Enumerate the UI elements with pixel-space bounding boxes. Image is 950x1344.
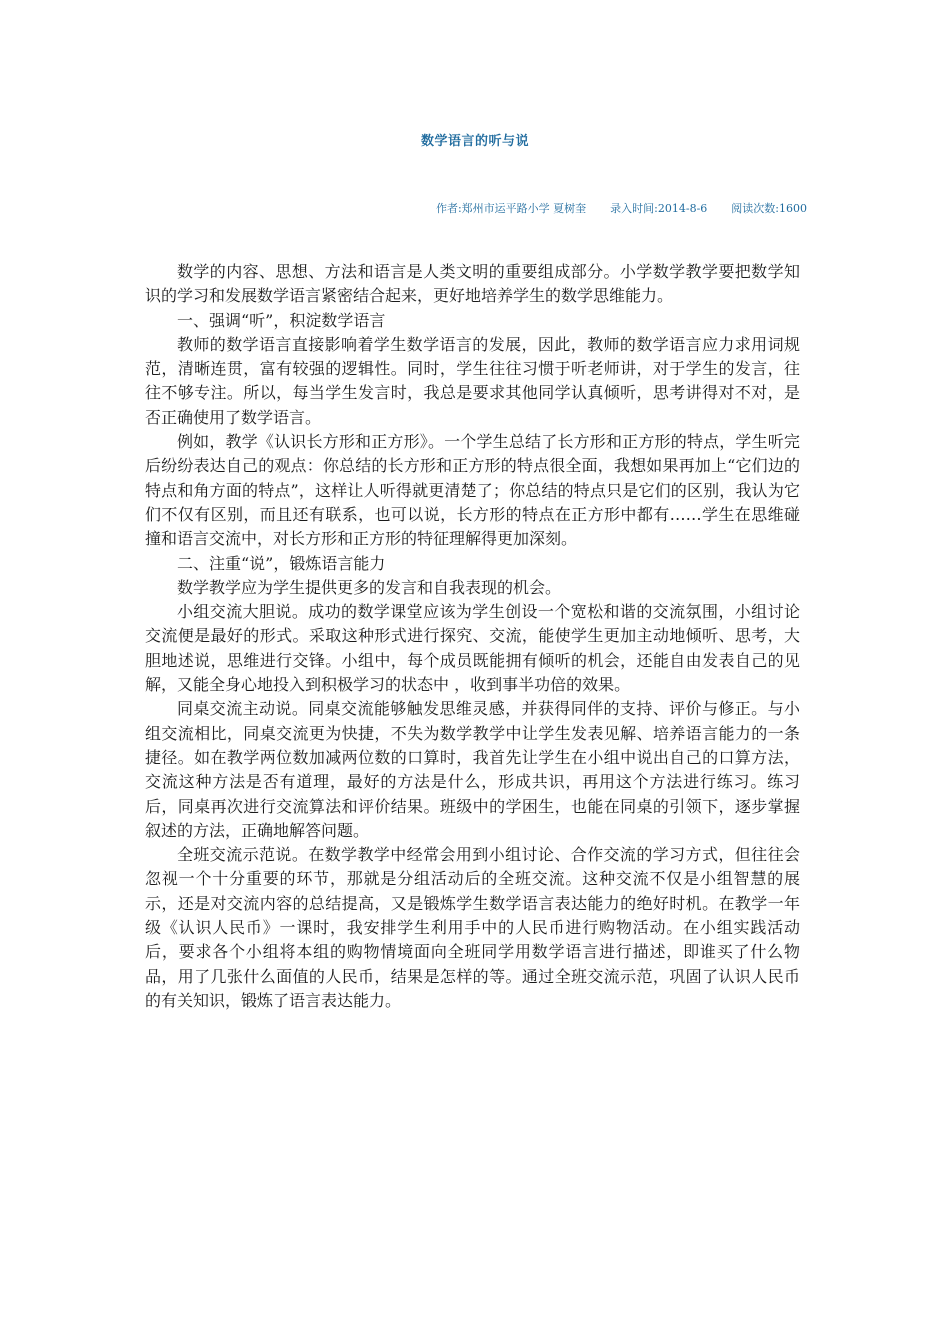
paragraph: 教师的数学语言直接影响着学生数学语言的发展，因此，教师的数学语言应力求用词规范，清晰连贯，富有较强的逻辑性。同时，学生往往习惯于听老师讲，对于学生的发言，往往不够专注。所以，每当学生发言时，我总是要求其他同学认真倾听，思考讲得对不对，是否正确使用了数学语言。 <box>145 334 800 427</box>
paragraph: 同桌交流主动说。同桌交流能够触发思维灵感，并获得同伴的支持、评价与修正。与小组交流相比，同桌交流更为快捷，不失为数学教学中让学生发表见解、培养语言能力的一条捷径。如在教学两位数加减两位数的口算时，我首先让学生在小组中说出自己的口算方法，交流这种方法是否有道理，最好的方法是什么，形成共识，再用这个方法进行练习。练习后，同桌再次进行交流算法和评价结果。班级中的学困生，也能在同桌的引领下，逐步掌握叙述的方法，正确地解答问题。 <box>145 699 800 840</box>
article-title: 数学语言的听与说 <box>420 134 529 149</box>
paragraph: 小组交流大胆说。成功的数学课堂应该为学生创设一个宽松和谐的交流氛围，小组讨论交流便是最好的形式。采取这种形式进行探究、交流，能使学生更加主动地倾听、思考，大胆地述说，思维进行交锋。小组中，每个成员既能拥有倾听的机会，还能自由发表自己的见解，又能全身心地投入到积极学习的状态中 ，收到事半功倍的效果。 <box>145 602 800 695</box>
paragraph: 数学的内容、思想、方法和语言是人类文明的重要组成部分。小学数学教学要把数学知识的学习和发展数学语言紧密结合起来，更好地培养学生的数学思维能力。 <box>145 262 800 306</box>
article-body <box>145 260 800 1013</box>
section-heading-listen: 一、强调“听”，积淀数学语言 <box>177 310 386 330</box>
section-heading-speak: 二、注重“说”，锻炼语言能力 <box>177 553 386 573</box>
article-meta <box>436 200 807 216</box>
read-count: 阅读次数:1600 <box>731 202 807 215</box>
entry-time: 录入时间:2014-8-6 <box>610 202 708 215</box>
paragraph: 全班交流示范说。在数学教学中经常会用到小组讨论、合作交流的学习方式，但往往会忽视一个十分重要的环节，那就是分组活动后的全班交流。这种交流不仅是小组智慧的展示，还是对交流内容的总结提高，又是锻炼学生数学语言表达能力的绝好时机。在教学一年级《认识人民币》一课时，我安排学生利用手中的人民币进行购物活动。在小组实践活动后，要求各个小组将本组的购物情境面向全班同学用数学语言进行描述，即谁买了什么物品，用了几张什么面值的人民币，结果是怎样的等。通过全班交流示范，巩固了认识人民币的有关知识，锻炼了语言表达能力。 <box>145 845 800 1010</box>
paragraph: 数学教学应为学生提供更多的发言和自我表现的机会。 <box>177 577 562 597</box>
paragraph: 例如，教学《认识长方形和正方形》。一个学生总结了长方形和正方形的特点，学生听完后纷纷表达自己的观点：你总结的长方形和正方形的特点很全面，我想如果再加上“它们边的特点和角方面的特点”，这样让人听得就更清楚了；你总结的特点只是它们的区别，我认为它们不仅有区别，而且还有联系，也可以说，长方形的特点在正方形中都有……学生在思维碰撞和语言交流中，对长方形和正方形的特征理解得更加深刻。 <box>145 432 800 549</box>
author-info: 作者:郑州市运平路小学 夏树奎 <box>435 202 587 215</box>
